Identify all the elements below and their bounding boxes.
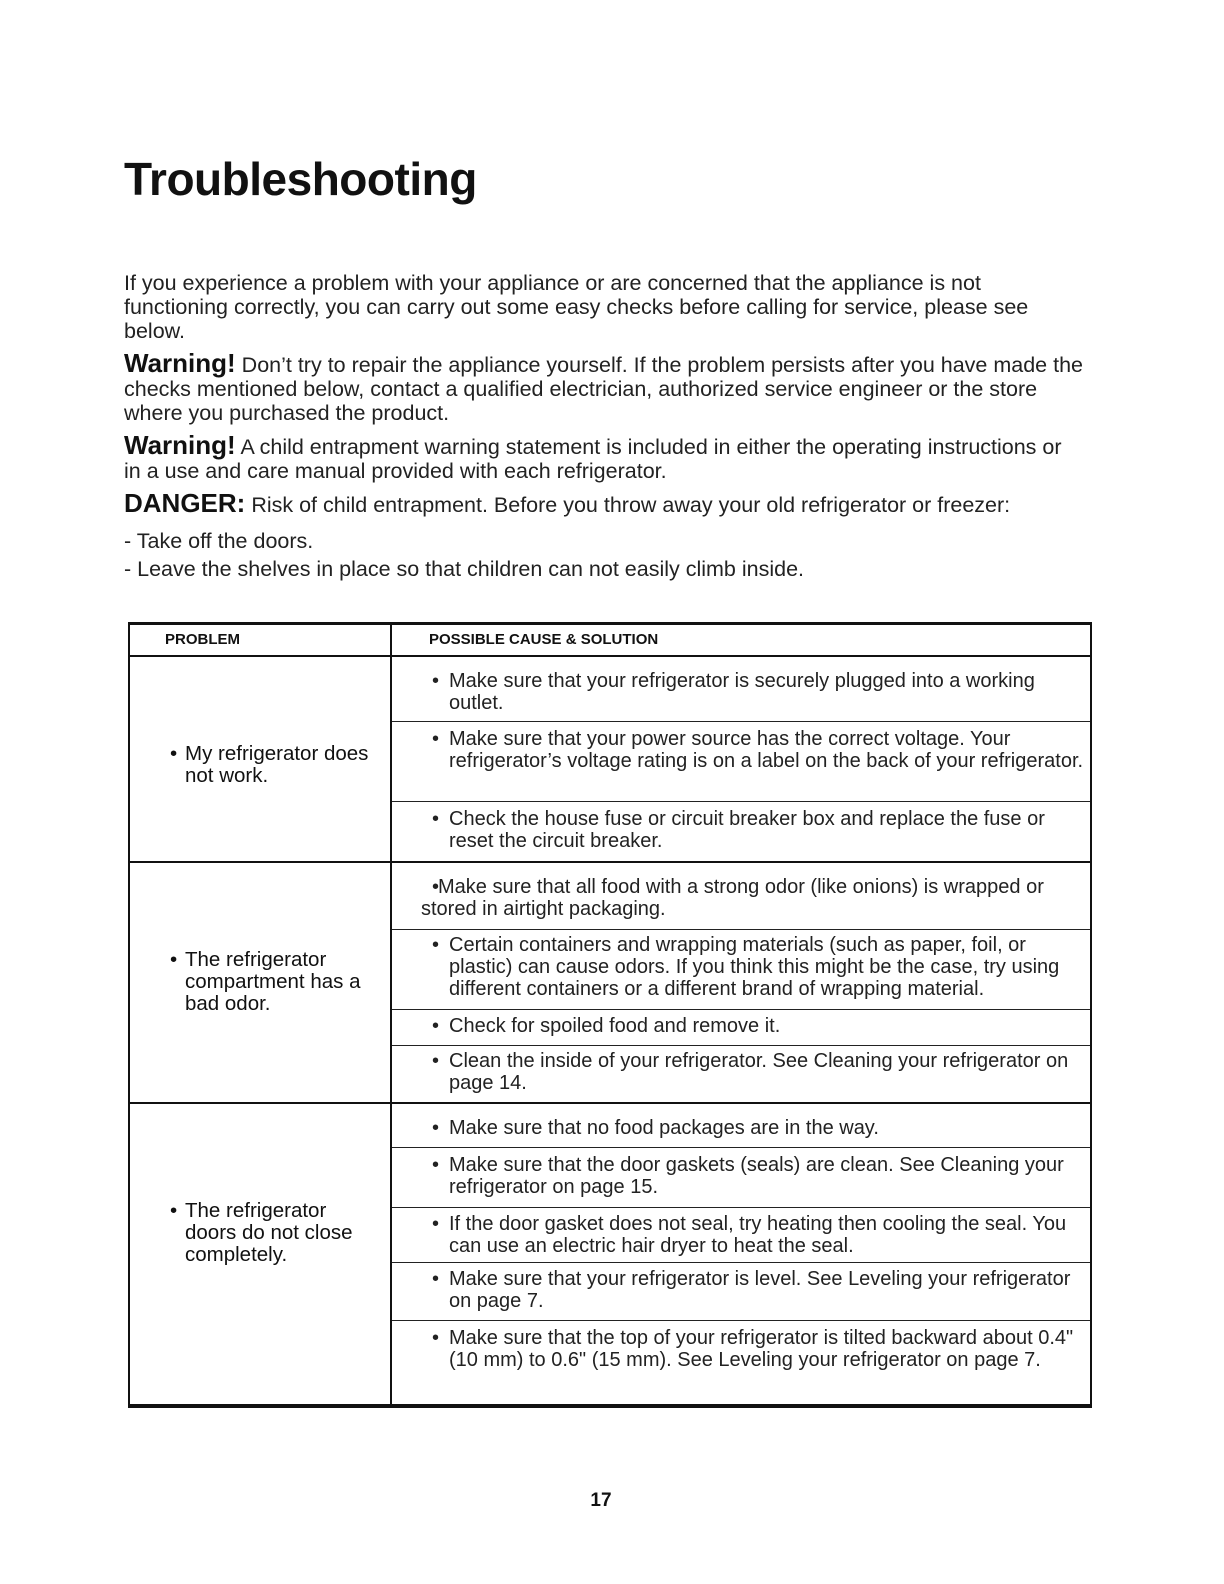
page-number: 17 [590,1490,612,1511]
bullet: • [432,934,440,956]
problem-text: The refrigerator doors do not close completely. [185,1199,353,1266]
danger-step: - Leave the shelves in place so that children can not easily climb inside. [124,557,805,581]
bullet: • [432,1213,440,1235]
bullet: • [432,1327,440,1349]
bullet: • [432,808,440,830]
bullet: • [432,1050,440,1072]
bullet: • [432,1154,440,1176]
bullet: • [432,1015,440,1037]
bullet: • [432,1268,440,1290]
solution-text: Make sure that no food packages are in the way. [449,1117,879,1139]
solution-text: Make sure that all food with a strong odor (like onions) is wrapped or stored in airtight packaging. [421,876,1044,920]
solution-cell [392,721,1090,801]
solution-cell [392,1045,1090,1104]
column-header-solution: POSSIBLE CAUSE & SOLUTION [429,631,659,648]
bullet: • [432,670,440,692]
solution-text: Make sure that your power source has the correct voltage. Your refrigerator’s voltage rating is on a label on the back of your refrigerator. [449,728,1084,772]
solution-text: If the door gasket does not seal, try heating then cooling the seal. You can use an electric hair dryer to heat the seal. [449,1213,1067,1257]
bullet: • [170,742,178,765]
warning-label: Warning! [124,348,236,378]
solution-text: Check the house fuse or circuit breaker box and replace the fuse or reset the circuit breaker. [449,808,1045,852]
table-header [130,625,1090,657]
table-row [130,863,1090,1104]
solution-text: Check for spoiled food and remove it. [449,1015,781,1037]
warning-text: Don’t try to repair the appliance yourself. If the problem persists after you have made the checks mentioned below, contact a qualified electrician, authorized service engineer or the store where you purchased the product. [124,353,1083,425]
intro-paragraph: If you experience a problem with your appliance or are concerned that the appliance is not functioning correctly, you can carry out some easy checks before calling for service, please see below. [124,271,1029,343]
solution-cell [392,1104,1090,1147]
warning-text: A child entrapment warning statement is included in either the operating instructions or in a use and care manual provided with each refrigerator. [124,435,1062,483]
warning-label: Warning! [124,430,236,460]
problem-text: The refrigerator compartment has a bad odor. [185,948,361,1015]
solution-text: Certain containers and wrapping materials (such as paper, foil, or plastic) can cause odors. If you think this might be the case, try using different containers or a different brand of wrapping material. [449,934,1060,1000]
warning-entrapment [124,430,1084,483]
solution-cell [392,801,1090,863]
solution-cell [392,1147,1090,1207]
bullet: • [170,1199,178,1222]
bullet: • [170,948,178,971]
problem-cell [170,743,370,787]
solution-text: Make sure that your refrigerator is level. See Leveling your refrigerator on page 7. [449,1268,1071,1312]
solution-text: Make sure that the door gaskets (seals) are clean. See Cleaning your refrigerator on page 15. [449,1154,1064,1198]
bullet: • [432,728,440,750]
problem-cell [170,949,370,1015]
solution-cell [392,929,1090,1009]
solution-cell [392,657,1090,721]
danger-text: Risk of child entrapment. Before you throw away your old refrigerator or freezer: [251,493,1011,517]
warning-repair [124,348,1084,425]
solution-text: Clean the inside of your refrigerator. See Cleaning your refrigerator on page 14. [449,1050,1069,1094]
solution-cell [392,1207,1090,1262]
danger-notice [124,488,1084,518]
table-row [130,1104,1090,1407]
solution-text: Make sure that the top of your refrigerator is tilted backward about 0.4" (10 mm) to 0.6" (15 mm). See Leveling your refrigerator on page 7. [449,1327,1074,1371]
problem-cell [170,1200,370,1266]
troubleshooting-table [128,622,1092,1408]
bullet: • [432,876,440,898]
solution-cell [392,863,1090,929]
intro-section [124,271,1084,581]
bullet: • [432,1117,440,1139]
solution-text: Make sure that your refrigerator is securely plugged into a working outlet. [449,670,1035,714]
table-row [130,657,1090,863]
solution-cell [392,1009,1090,1045]
page-title: Troubleshooting [124,153,477,205]
danger-step: - Take off the doors. [124,529,314,553]
column-header-problem: PROBLEM [165,631,240,648]
problem-text: My refrigerator does not work. [185,742,369,787]
solution-cell [392,1320,1090,1407]
danger-label: DANGER: [124,488,246,518]
solution-cell [392,1262,1090,1320]
